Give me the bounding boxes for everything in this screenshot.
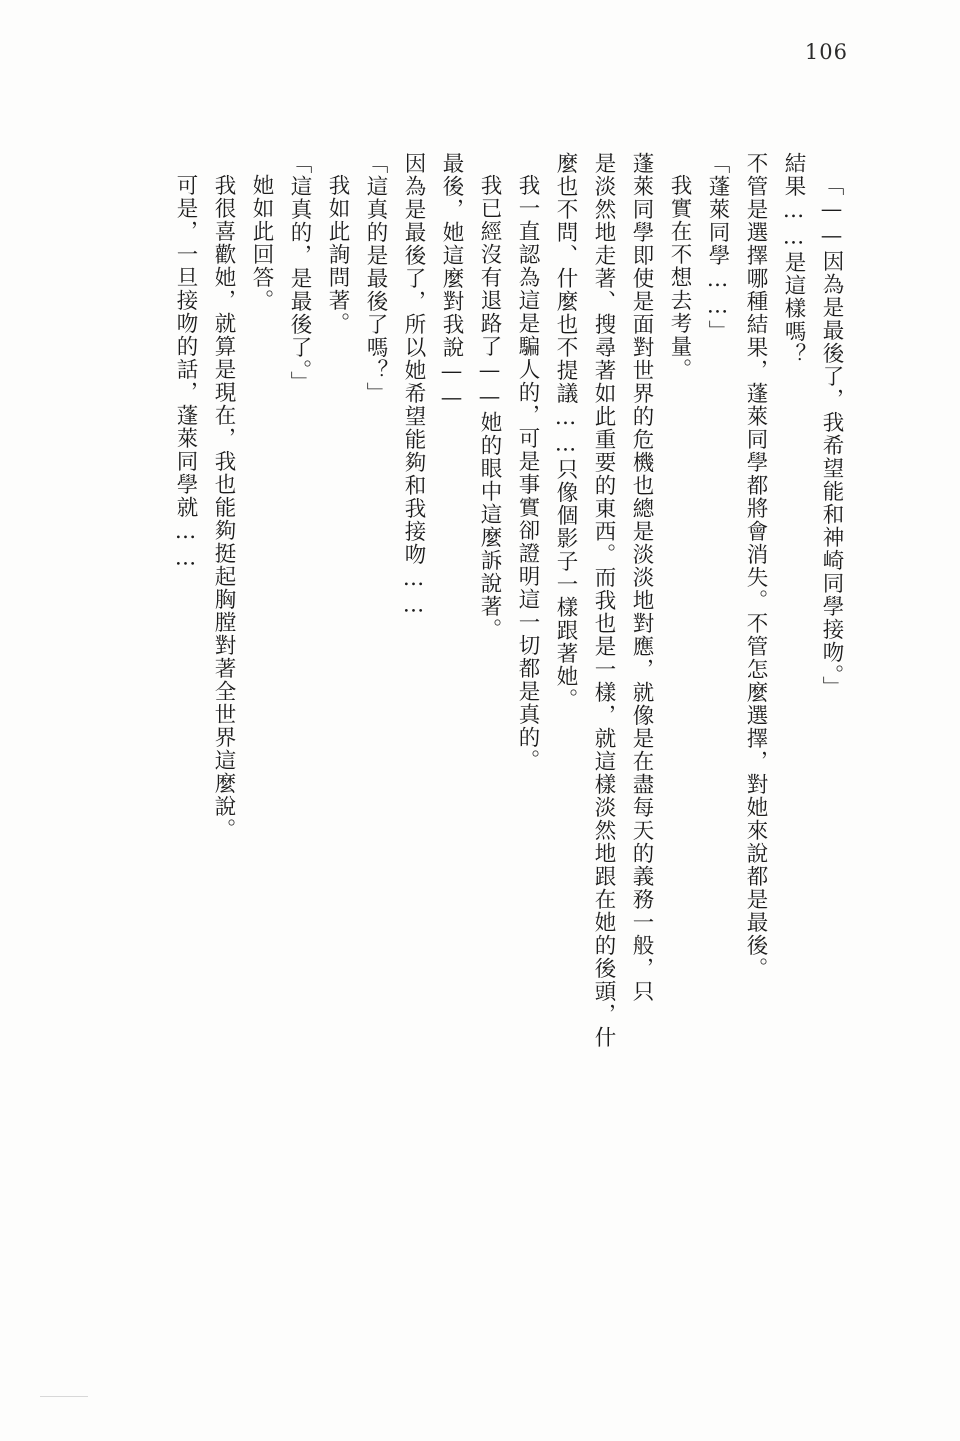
text-line: 我如此詢問著。 [325, 174, 350, 335]
text-line: 因為是最後了，所以她希望能夠和我接吻…… [401, 152, 426, 619]
text-line: 「蓬萊同學……」 [705, 152, 730, 343]
text-line: 最後，她這麼對我說—— [439, 152, 464, 412]
text-line: 我已經沒有退路了——她的眼中這麼訴說著。 [477, 174, 502, 641]
text-line: 「這真的，是最後了。」 [287, 152, 312, 395]
text-line: 我一直認為這是騙人的，可是事實卻證明這一切都是真的。 [515, 174, 540, 772]
text-line: 「這真的是最後了嗎？」 [363, 152, 388, 405]
text-line: 結果……是這樣嗎？ [781, 152, 806, 366]
text-line: 可是，一旦接吻的話，蓬萊同學就…… [173, 174, 198, 572]
text-line: 她如此回答。 [249, 174, 274, 312]
text-line: 「——因為是最後了，我希望能和神崎同學接吻。」 [819, 174, 844, 700]
text-line: 蓬萊同學即使是面對世界的危機也總是淡淡地對應，就像是在盡每天的義務一般，只 [629, 152, 654, 1003]
text-line: 不管是選擇哪種結果，蓬萊同學都將會消失。不管怎麼選擇，對她來說都是最後。 [743, 152, 768, 980]
page-number: 106 [804, 40, 848, 64]
page-margin-rule [40, 1396, 88, 1397]
text-line: 是淡然地走著、搜尋著如此重要的東西。而我也是一樣，就這樣淡然地跟在她的後頭，什 [591, 152, 616, 1049]
text-line: 我實在不想去考量。 [667, 174, 692, 381]
text-line: 我很喜歡她，就算是現在，我也能夠挺起胸膛對著全世界這麼說。 [211, 174, 236, 841]
text-line: 麼也不問、什麼也不提議……只像個影子一樣跟著她。 [553, 152, 578, 711]
vertical-text-body [130, 152, 842, 1322]
